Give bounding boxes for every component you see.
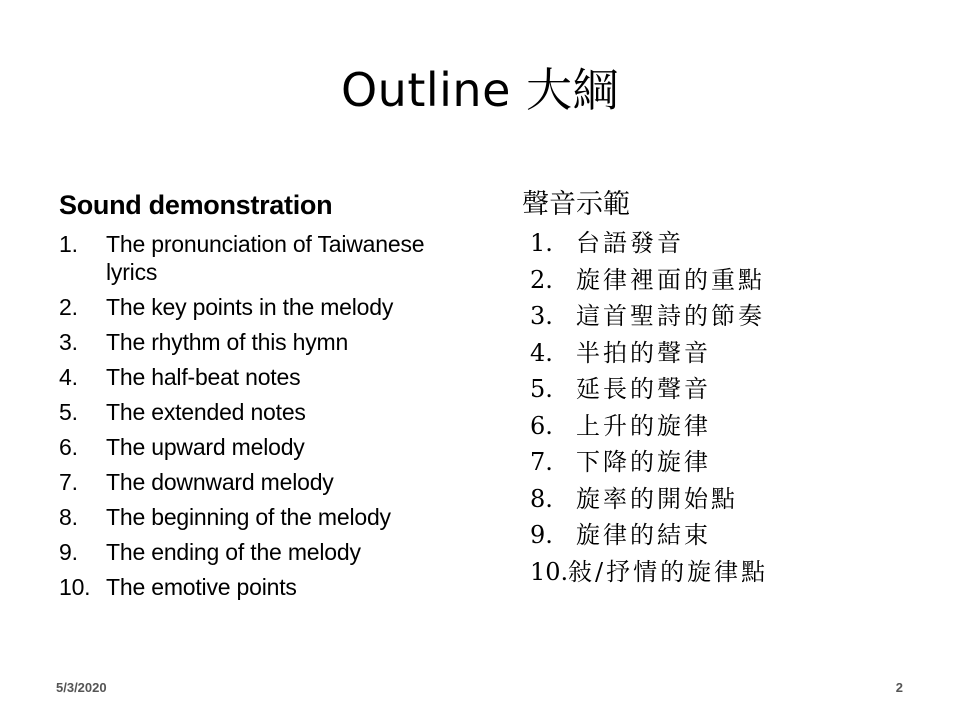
list-item	[59, 433, 479, 461]
list-item	[522, 518, 942, 552]
item-number: 3.	[59, 329, 78, 355]
item-number: 4.	[530, 338, 553, 367]
item-text: 台語發音	[576, 229, 684, 257]
item-number: 10.	[530, 557, 569, 586]
list-item	[522, 482, 942, 516]
item-text: The emotive points	[106, 574, 297, 600]
item-text: The extended notes	[106, 399, 306, 425]
chinese-list	[522, 226, 942, 589]
item-text: The pronunciation of Taiwanese lyrics	[106, 231, 425, 285]
list-item	[59, 398, 479, 426]
item-text: 延長的聲音	[576, 375, 711, 403]
item-text: 半拍的聲音	[576, 338, 711, 367]
list-item	[59, 293, 479, 321]
item-number: 1.	[530, 229, 553, 257]
list-item	[59, 538, 479, 566]
item-number: 2.	[59, 294, 78, 320]
list-item	[522, 263, 942, 297]
list-item	[522, 372, 942, 406]
list-item	[59, 328, 479, 356]
item-text: 旋率的開始點	[576, 484, 738, 513]
item-text: 敍/抒情的旋律點	[568, 557, 769, 586]
slide-title: Outline 大綱	[340, 63, 620, 117]
list-item	[522, 299, 942, 333]
list-item	[522, 336, 942, 370]
item-text: The rhythm of this hymn	[106, 329, 349, 355]
item-text: The half-beat notes	[106, 364, 301, 390]
chinese-column	[522, 188, 942, 591]
item-text: 旋律裡面的重點	[576, 265, 765, 294]
item-number: 5.	[59, 399, 78, 425]
list-item	[59, 468, 479, 496]
item-number: 8.	[530, 484, 553, 513]
item-number: 7.	[59, 469, 78, 495]
item-text: The upward melody	[106, 434, 305, 460]
list-item	[59, 363, 479, 391]
item-number: 9.	[530, 521, 553, 549]
chinese-heading: 聲音示範	[522, 189, 630, 220]
item-number: 1.	[59, 231, 78, 257]
slide-page-number: 2	[895, 680, 903, 695]
item-number: 7.	[530, 448, 553, 476]
list-item	[522, 445, 942, 479]
item-number: 10.	[59, 574, 91, 600]
item-text: The beginning of the melody	[106, 504, 391, 530]
slide-date: 5/3/2020	[56, 680, 107, 695]
item-text: 這首聖詩的節奏	[576, 302, 765, 330]
item-text: 旋律的結束	[576, 521, 711, 549]
list-item	[59, 230, 479, 286]
list-item	[59, 573, 479, 601]
list-item	[522, 409, 942, 443]
item-text: 上升的旋律	[576, 411, 711, 440]
list-item	[59, 503, 479, 531]
item-number: 6.	[59, 434, 78, 460]
item-number: 6.	[530, 411, 553, 440]
item-text: The downward melody	[106, 469, 334, 495]
list-item	[522, 555, 942, 589]
item-number: 9.	[59, 539, 78, 565]
item-number: 3.	[530, 302, 553, 330]
item-text: 下降的旋律	[576, 448, 711, 476]
item-number: 5.	[530, 375, 553, 403]
item-text: The ending of the melody	[106, 539, 361, 565]
english-column	[59, 188, 479, 608]
english-heading: Sound demonstration	[59, 190, 333, 220]
item-text: The key points in the melody	[106, 294, 394, 320]
item-number: 8.	[59, 504, 78, 530]
list-item	[522, 226, 942, 260]
item-number: 2.	[530, 265, 553, 294]
english-list	[59, 230, 479, 601]
item-number: 4.	[59, 364, 78, 390]
